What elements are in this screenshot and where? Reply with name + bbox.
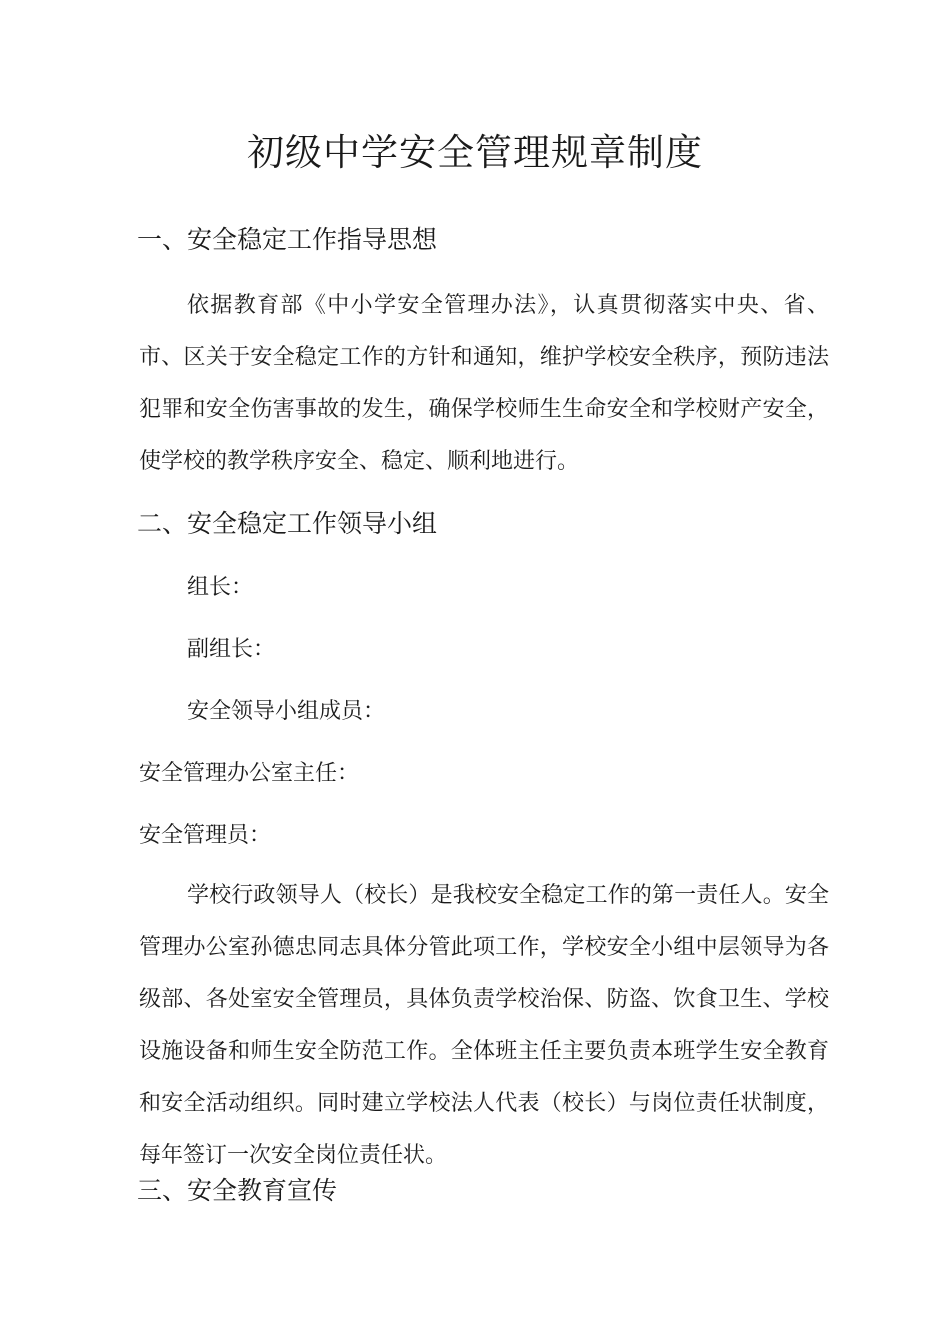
safety-officer-line: 安全管理员： xyxy=(139,823,272,848)
section-1-paragraph: 依据教育部《中小学安全管理办法》，认真贯彻落实中央、省、市、区关于安全稳定工作的方针和通知，维护学校安全秩序，预防违法犯罪和安全伤害事故的发生，确保学校师生生命安全和学校财产安全，使学校的教学秩序安全、稳定、顺利地进行。 xyxy=(139,293,829,474)
section-2-paragraph: 学校行政领导人（校长）是我校安全稳定工作的第一责任人。安全管理办公室孙德忠同志具体分管此项工作，学校安全小组中层领导为各级部、各处室安全管理员，具体负责学校治保、防盗、饮食卫生、学校设施设备和师生安全防范工作。全体班主任主要负责本班学生安全教育和安全活动组织。同时建立学校法人代表（校长）与岗位责任状制度，每年签订一次安全岗位责任状。 xyxy=(139,883,829,1168)
section-2-heading: 二、安全稳定工作领导小组 xyxy=(137,509,438,538)
section-1-heading: 一、安全稳定工作指导思想 xyxy=(137,225,438,254)
leader-line: 组长： xyxy=(187,575,254,600)
section-3-heading: 三、安全教育宣传 xyxy=(137,1176,338,1205)
office-director-line: 安全管理办公室主任： xyxy=(139,761,360,786)
deputy-leader-line: 副组长： xyxy=(187,637,276,662)
group-members-line: 安全领导小组成员： xyxy=(187,699,386,724)
document-title: 初级中学安全管理规章制度 xyxy=(247,131,703,174)
